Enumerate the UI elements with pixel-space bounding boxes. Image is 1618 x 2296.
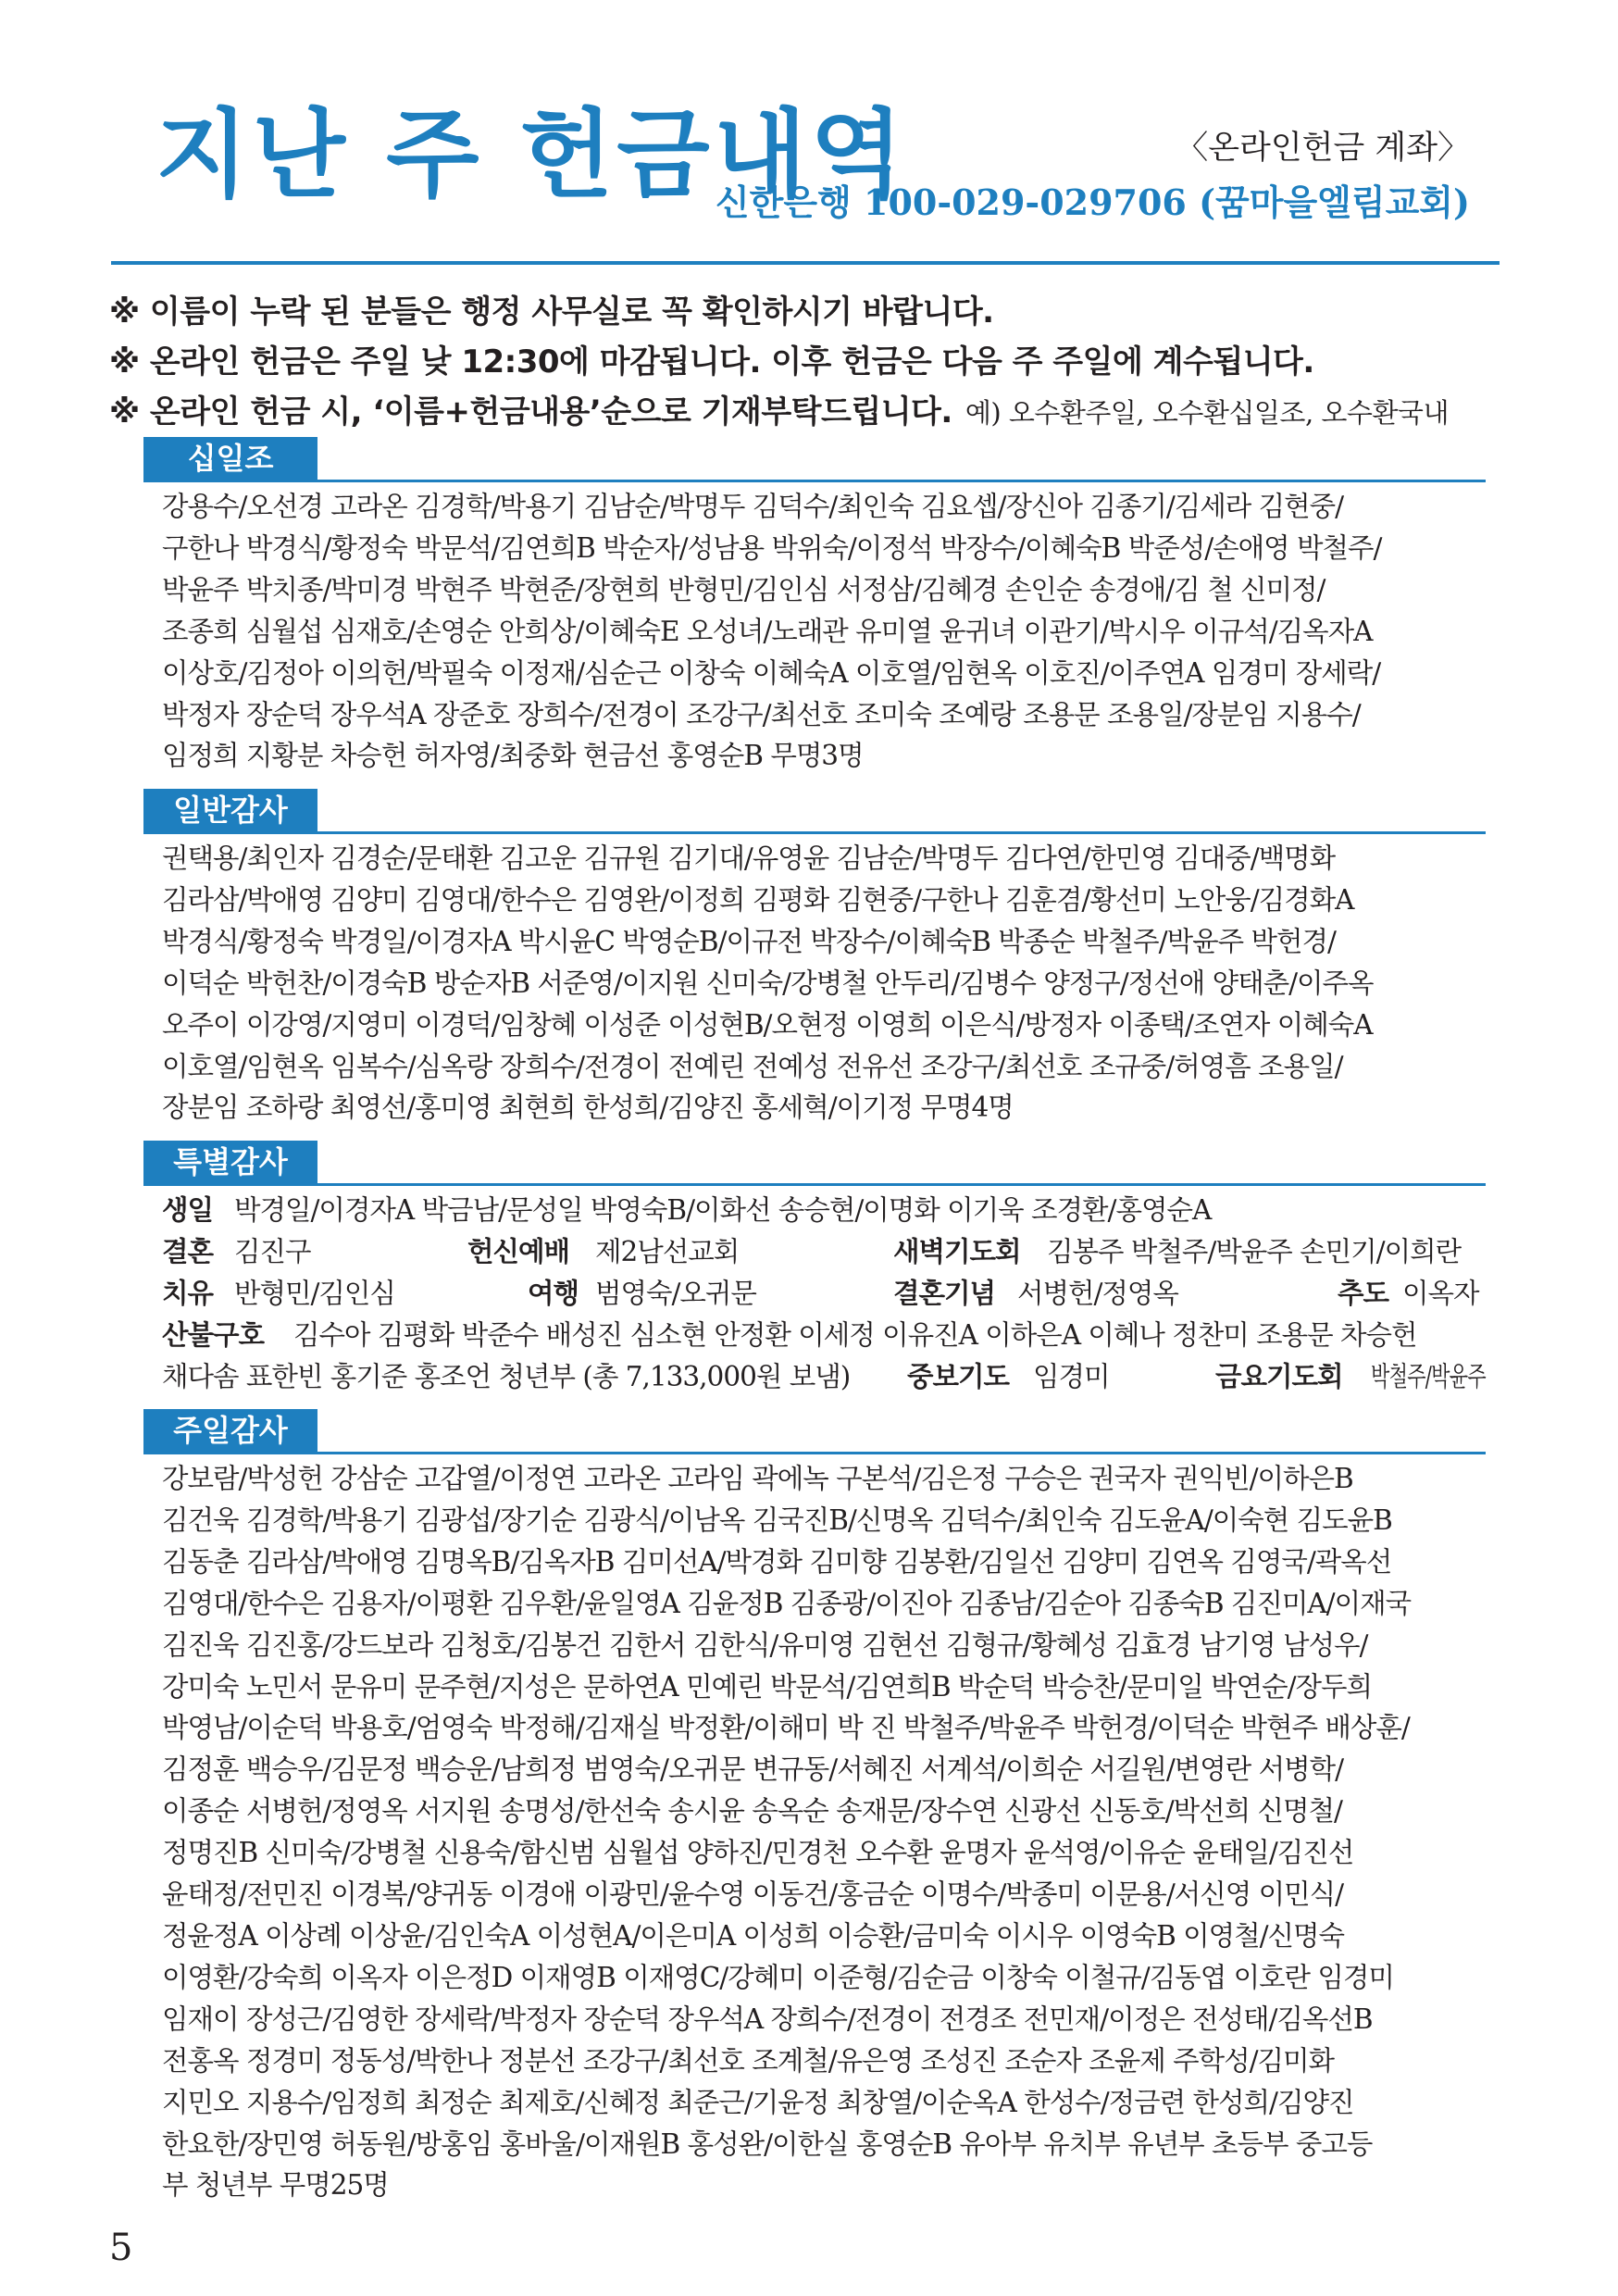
notice-item [109, 287, 1516, 337]
friday-prayer-names: 박철주/박윤주 [1371, 1361, 1486, 1392]
list-line: 이호열/임현옥 임복수/심옥랑 장희수/전경이 전예린 전예성 전유선 조강구/최선호 조규중/허영흠 조용일/ [162, 1050, 1343, 1082]
section-header [143, 1141, 1486, 1186]
list-line: 권택용/최인자 김경순/문태환 김고운 김규원 김기대/유영윤 김남순/박명두 김다연/한민영 김대중/백명화 [162, 842, 1336, 874]
list-line: 윤태정/전민진 이경복/양귀동 이경애 이광민/윤수영 이동건/홍금순 이명수/박종미 이문용/서신영 이민식/ [162, 1878, 1344, 1911]
section-label: 주일감사 [143, 1409, 317, 1452]
healing-label: 치유 [162, 1278, 213, 1309]
section-special-thanks [143, 1141, 1486, 1398]
special-row-intercession [162, 1356, 1486, 1398]
birthday-label: 생일 [162, 1194, 213, 1226]
section-header [143, 437, 1486, 482]
list-line: 박정자 장순덕 장우석A 장준호 장희수/전경이 조강구/최선호 조미숙 조예랑 조용문 조용일/장분임 지용수/ [162, 698, 1361, 730]
list-line: 한요한/장민영 허동원/방홍임 홍바울/이재원B 홍성완/이한실 홍영순B 유아부 유치부 유년부 초등부 중고등 [162, 2128, 1373, 2160]
friday-prayer-label: 금요기도회 [1215, 1361, 1343, 1392]
list-line: 전홍옥 정경미 정동성/박한나 정분선 조강구/최선호 조계철/유은영 조성진 조순자 조윤제 주학성/김미화 [162, 2044, 1335, 2077]
section-tithe [143, 437, 1486, 777]
dawn-prayer-label: 새벽기도회 [893, 1236, 1021, 1267]
list-line: 부 청년부 무명25명 [162, 2169, 389, 2202]
section-header [143, 1409, 1486, 1454]
healing-names: 반형민/김인심 [234, 1278, 395, 1309]
dedication-names: 제2남선교회 [595, 1236, 740, 1267]
list-line: 임재이 장성근/김영한 장세락/박정자 장순덕 장우석A 장희수/전경이 전경조 전민재/이정은 전성태/김옥선B [162, 2003, 1373, 2035]
account-label: 〈온라인헌금 계좌〉 [1176, 130, 1470, 167]
notice-text: ※ 온라인 헌금 시, ‘이름+헌금내용’순으로 기재부탁드립니다. [109, 393, 952, 430]
section-header [143, 789, 1486, 834]
list-line: 김정훈 백승우/김문정 백승운/남희정 범영숙/오귀문 변규동/서혜진 서계석/이희순 서길원/변영란 서병학/ [162, 1753, 1344, 1786]
page-title: 지난 주 헌금내역 [156, 98, 907, 211]
list-line: 구한나 박경식/황정숙 박문석/김연희B 박순자/성남용 박위숙/이정석 박장수/이혜숙B 박준성/손애영 박철주/ [162, 531, 1382, 564]
list-line: 김진욱 김진홍/강드보라 김청호/김봉건 김한서 김한식/유미영 김현선 김형규/황혜성 김효경 남기영 남성우/ [162, 1628, 1368, 1661]
dedication-label: 헌신예배 [467, 1236, 569, 1267]
name-list [162, 838, 1486, 1129]
list-line: 김라삼/박애영 김양미 김영대/한수은 김영완/이정희 김평화 김현중/구한나 김훈겸/황선미 노안웅/김경화A [162, 883, 1354, 916]
section-sunday-thanks [143, 1409, 1486, 2206]
memorial-names: 이옥자 [1402, 1278, 1479, 1309]
wedding-label: 결혼 [162, 1236, 213, 1267]
list-line: 오주이 이강영/지영미 이경덕/임창혜 이성준 이성현B/오현정 이영희 이은식/방정자 이종택/조연자 이혜숙A [162, 1008, 1373, 1041]
intercession-label: 중보기도 [907, 1361, 1009, 1392]
list-line: 조종희 심월섭 심재호/손영순 안희상/이혜숙E 오성녀/노래관 유미열 윤귀녀 이관기/박시우 이규석/김옥자A [162, 615, 1373, 647]
list-line: 박영남/이순덕 박용호/엄영숙 박정해/김재실 박정환/이해미 박 진 박철주/박윤주 박헌경/이덕순 박현주 배상훈/ [162, 1712, 1410, 1744]
anniversary-names: 서병헌/정영옥 [1017, 1278, 1178, 1309]
special-row-wildfire-relief [162, 1315, 1486, 1356]
list-line: 이덕순 박헌찬/이경숙B 방순자B 서준영/이지원 신미숙/강병철 안두리/김병수 양정구/정선애 양태춘/이주옥 [162, 967, 1374, 999]
list-line: 강보람/박성헌 강삼순 고갑열/이정연 고라온 고라임 곽에녹 구본석/김은정 구승은 권국자 권익빈/이하은B [162, 1463, 1353, 1494]
bank-account: 신한은행 100-029-029706 (꿈마을엘림교회) [715, 181, 1470, 223]
list-line: 김건욱 김경학/박용기 김광섭/장기순 김광식/이남옥 김국진B/신명옥 김덕수/최인숙 김도윤A/이숙현 김도윤B [162, 1504, 1392, 1536]
list-line: 김영대/한수은 김용자/이평환 김우환/윤일영A 김윤정B 김종광/이진아 김종남/김순아 김종숙B 김진미A/이재국 [162, 1587, 1412, 1619]
birthday-names: 박경일/이경자A 박금남/문성일 박영숙B/이화선 송승현/이명화 이기욱 조경환/홍영순A [234, 1194, 1212, 1226]
section-label: 일반감사 [143, 789, 317, 831]
notice-text: ※ 온라인 헌금은 주일 낮 12:30에 마감됩니다. 이후 헌금은 다음 주 주일에 계수됩니다. [109, 343, 1314, 381]
list-line: 김동춘 김라삼/박애영 김명옥B/김옥자B 김미선A/박경화 김미향 김봉환/김일선 김양미 김연옥 김영국/곽옥선 [162, 1545, 1392, 1578]
special-row-birthday [162, 1190, 1486, 1231]
section-general-thanks [143, 789, 1486, 1129]
special-row-wedding [162, 1231, 1486, 1273]
list-line: 정명진B 신미숙/강병철 신용숙/함신범 심월섭 양하진/민경천 오수환 윤명자 윤석영/이유순 윤태일/김진선 [162, 1837, 1354, 1869]
list-line: 이영환/강숙희 이옥자 이은정D 이재영B 이재영C/강혜미 이준형/김순금 이창숙 이철규/김동엽 이호란 임경미 [162, 1961, 1394, 1993]
header-divider [111, 261, 1500, 265]
notice-item [109, 337, 1516, 387]
name-list [162, 1458, 1486, 2206]
page-number: 5 [109, 2227, 133, 2269]
list-line: 강미숙 노민서 문유미 문주현/지성은 문하연A 민예린 박문석/김연희B 박순덕 박승찬/문미일 박연순/장두희 [162, 1670, 1373, 1703]
list-line: 이종순 서병헌/정영옥 서지원 송명성/한선숙 송시윤 송옥순 송재문/장수연 신광선 신동호/박선희 신명철/ [162, 1795, 1342, 1828]
list-line: 정윤정A 이상례 이상윤/김인숙A 이성현A/이은미A 이성희 이승환/금미숙 이시우 이영숙B 이영철/신명숙 [162, 1919, 1345, 1952]
list-line: 박경식/황정숙 박경일/이경자A 박시윤C 박영순B/이규전 박장수/이혜숙B 박종순 박철주/박윤주 박헌경/ [162, 925, 1336, 957]
special-row-healing [162, 1273, 1486, 1315]
travel-names: 범영숙/오귀문 [595, 1278, 756, 1309]
intercession-names: 임경미 [1033, 1361, 1110, 1392]
special-list [162, 1190, 1486, 1398]
list-line: 지민오 지용수/임정희 최정순 최제호/신혜정 최준근/기윤정 최창열/이순옥A 한성수/정금련 한성희/김양진 [162, 2086, 1354, 2118]
section-label: 특별감사 [143, 1141, 317, 1183]
list-line: 장분임 조하랑 최영선/홍미영 최현희 한성희/김양진 홍세혁/이기정 무명4명 [162, 1092, 1014, 1124]
dawn-prayer-names: 김봉주 박철주/박윤주 손민기/이희란 [1047, 1236, 1462, 1267]
wildfire-relief-names-cont: 채다솜 표한빈 홍기준 홍조언 청년부 (총 7,133,000원 보냄) [162, 1361, 851, 1392]
list-line: 강용수/오선경 고라온 김경학/박용기 김남순/박명두 김덕수/최인숙 김요셉/장신아 김종기/김세라 김현중/ [162, 491, 1344, 522]
wedding-names: 김진구 [234, 1236, 311, 1267]
wildfire-relief-names: 김수아 김평화 박준수 배성진 심소현 안정환 이세정 이유진A 이하은A 이혜나 정찬미 조용문 차승헌 [293, 1319, 1417, 1351]
list-line: 박윤주 박치종/박미경 박현주 박현준/장현희 반형민/김인심 서정삼/김혜경 손인순 송경애/김 철 신미정/ [162, 573, 1326, 605]
anniversary-label: 결혼기념 [893, 1278, 995, 1309]
notice-list [109, 287, 1516, 438]
notice-text: ※ 이름이 누락 된 분들은 행정 사무실로 꼭 확인하시기 바랍니다. [109, 293, 994, 331]
list-line: 임정희 지황분 차승헌 허자영/최중화 현금선 홍영순B 무명3명 [162, 740, 864, 772]
name-list [162, 486, 1486, 777]
travel-label: 여행 [528, 1278, 579, 1309]
notice-example: 예) 오수환주일, 오수환십일조, 오수환국내 [965, 397, 1449, 429]
notice-item [109, 387, 1516, 438]
section-label: 십일조 [143, 437, 317, 480]
list-line: 이상호/김정아 이의헌/박필숙 이정재/심순근 이창숙 이혜숙A 이호열/임현옥 이호진/이주연A 임경미 장세락/ [162, 656, 1381, 689]
wildfire-relief-label: 산불구호 [162, 1319, 264, 1351]
memorial-label: 추도 [1338, 1278, 1388, 1309]
